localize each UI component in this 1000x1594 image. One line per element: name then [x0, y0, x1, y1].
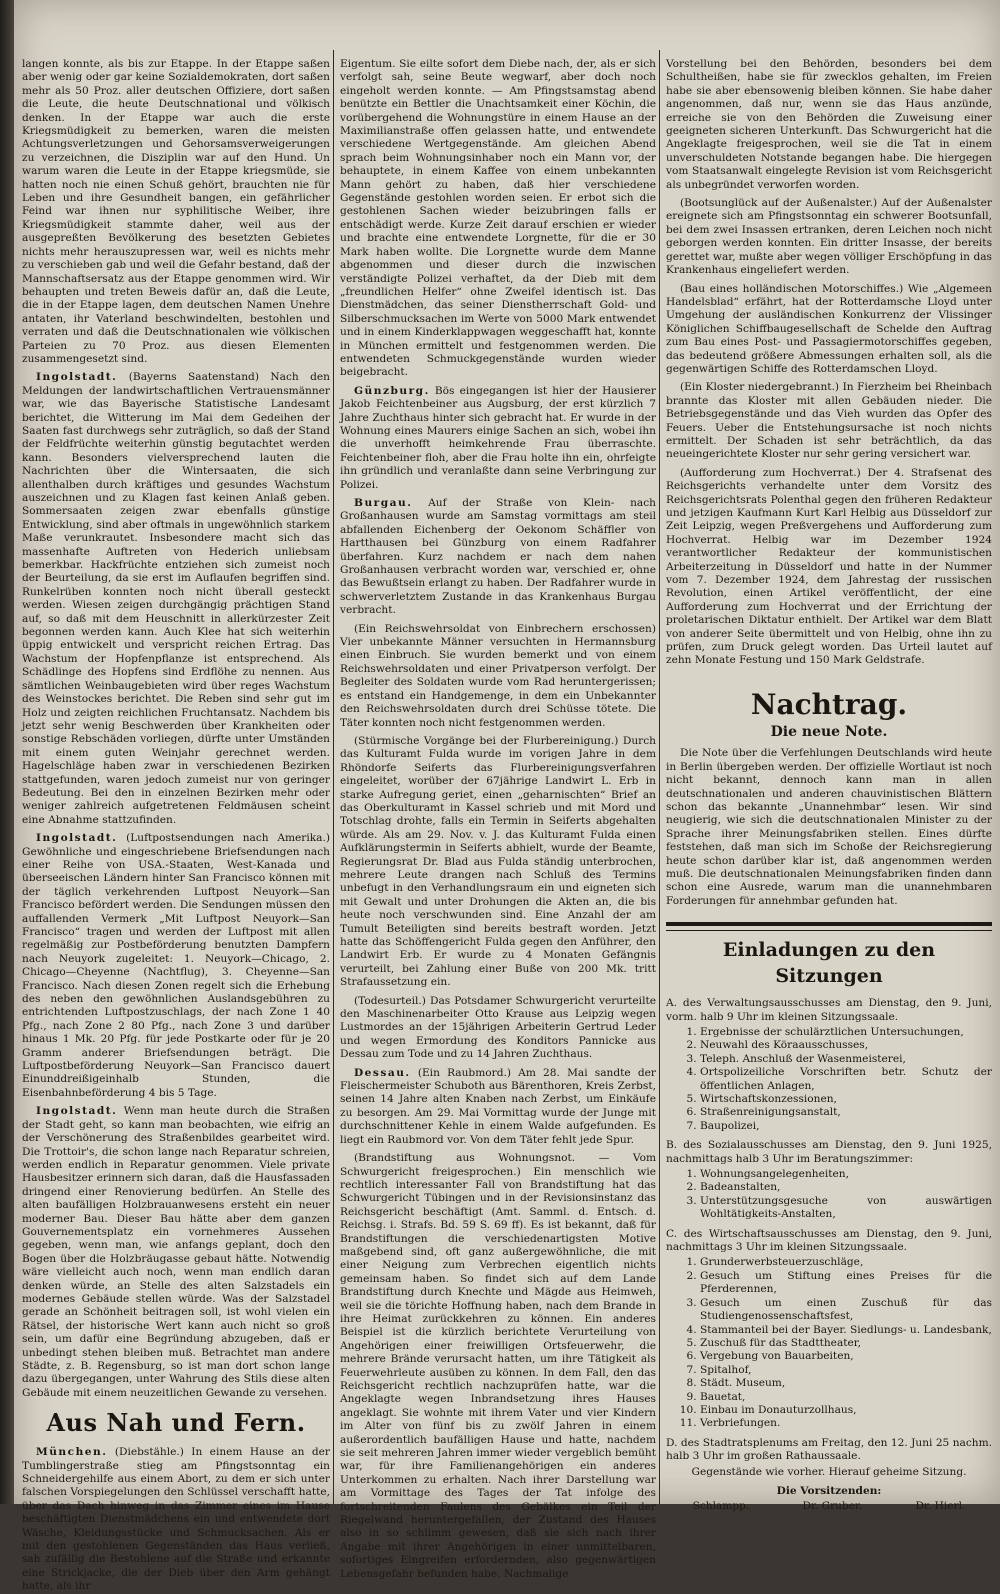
dateline: München. — [36, 1446, 108, 1459]
dateline: Ingolstadt. — [36, 832, 118, 845]
article-paragraph — [22, 1105, 330, 1400]
article-paragraph — [340, 385, 656, 492]
dateline: Ingolstadt. — [36, 1105, 118, 1118]
signatory: Dr. Gruber. — [802, 1500, 863, 1513]
signatories-title: Die Vorsitzenden: — [776, 1484, 882, 1497]
signatory: Dr. Hierl. — [915, 1500, 966, 1513]
agenda-item: 1. Grunderwerbsteuerzuschläge, — [700, 1256, 992, 1269]
article-text: Auf der Außenalster ereignete sich am Pfingstsonntag ein schwerer Bootsunfall, bei dem zwei Insassen ertranken, deren Leichen noch nicht geborgen werden konnten. Ein dritter Insasse, der bereits gerettet war, mußte aber wegen völliger Erschöpfung in das Krankenhaus eingeliefert werden. — [666, 197, 992, 277]
divider — [666, 922, 992, 926]
article-text: Vier unbekannte Männer versuchten in Hermannsburg einen Einbruch. Sie wurden bemerkt und von einem Reichswehrsoldaten und einer Privatperson verfolgt. Der Begleiter des Soldaten wurde vom Rad heruntergerissen; es entstand ein Handgemenge, in dem ein Unbekannter den Reichswehrsoldaten durch drei Schüsse tötete. Die Täter konnten noch nicht festgenommen werden. — [340, 636, 656, 729]
article-paragraph: Die Note über die Verfehlungen Deutschlands wird heute in Berlin übergeben werden. Der offizielle Wortlaut ist noch nicht bekannt, dennoch kann man in allen deutschnationalen und anderen chauvinistischen Blättern schon das bekannte „Unannehmbar“ lesen. Wir sind neugierig, wie sich die deutschnationalen Minister zu der Sprache ihrer Meinungsfabriken stellen. Eines dürfte feststehen, daß man sich im Schoße der Reichsregierung heute schon darüber klar ist, daß angenommen werden muß. Die deutschnationalen Meinungsfabriken finden dann schon eine Ausrede, warum man die unannehmbaren Forderungen für annehmbar gefunden hat. — [666, 747, 992, 907]
article-text: Ein menschlich wie rechtlich interessanter Fall von Brandstiftung hat das Schwurgericht Tübingen und in der Revisionsinstanz das Reichsgericht beschäftigt (Amt. Samml. d. Entsch. d. Reichsg. i. Strafs. Bd. 59 S. 69 ff). Es ist bekannt, daß für Brandstiftungen die verschiedenartigsten Motive maßgebend sind, oft ganz außergewöhnliche, die mit einer Neigung zum Verbrechen eigentlich nichts gemeinsam haben. So findet sich auf dem Lande Brandstiftung durch Knechte und Mägde aus Heimweh, weil sie die törichte Hoffnung haben, nach dem Brande in ihre Heimat zurückkehren zu können. Ein anderes Beispiel ist die kürzlich berichtete Verurteilung von Angehörigen einer freiwilligen Ortsfeuerwehr, die mehrere Brände verursacht hatten, um ihre Tätigkeit als Feuerwehrleute ausüben zu können. In dem Fall, den das Reichsgericht rechtlich nachzuprüfen hatte, war die Angeklagte wegen Inbrandsetzung ihres Hauses angeklagt. Sie wohnte mit ihrem Vater und vier Kindern im Alter von fünf bis zu zwölf Jahren in einem außerordentlich baufälligen Hause und hatte, nachdem sie seit mehreren Jahren immer wieder vergeblich bemüht war, für ihre Familienangehörigen ein anderes Unterkommen zu erhalten. Nach ihrer Darstellung war am Vormittage des Tages der Tat infolge des fortschreitenden Faulens des Gebälkes ein Teil der Riegelwand heruntergefallen, der Zustand des Hauses also in so schlimm gewesen, daß sie sich nach ihrer Angabe mit ihrer Angehörigen in einer unmittelbaren, sofortiges Eingreifen erfordernden, also gegenwärtigen Lebensgefahr befunden habe. Nachmalige — [340, 1165, 656, 1580]
agenda-item: 2. Gesuch um Stiftung eines Preises für die Pferderennen, — [700, 1270, 992, 1297]
page-edge — [0, 0, 14, 1504]
meeting-c-header: C. des Wirtschaftsausschusses am Dienstag, den 9. Juni, nachmittags 3 Uhr im kleinen Sitzungssaale. — [666, 1227, 992, 1254]
agenda-item: 3. Teleph. Anschluß der Wasenmeisterei, — [700, 1053, 992, 1066]
agenda-item: 5. Wirtschaftskonzessionen, — [700, 1093, 992, 1106]
signatories — [666, 1500, 992, 1513]
agenda-item: 6. Straßenreinigungsanstalt, — [700, 1106, 992, 1119]
column-3 — [666, 58, 992, 1513]
meeting-d-header: D. des Stadtratsplenums am Freitag, den 12. Juni 25 nachm. halb 3 Uhr im großen Rathaussaale. — [666, 1436, 992, 1463]
dateline: Burgau. — [354, 497, 413, 509]
article-lead: (Bau eines holländischen Motorschiffes.) — [680, 282, 904, 295]
meeting-a-header: A. des Verwaltungsausschusses am Dienstag, den 9. Juni, vorm. halb 9 Uhr im kleinen Sitzungssaale. — [666, 997, 992, 1023]
article-paragraph — [340, 995, 656, 1062]
article-text: In Fierzheim bei Rheinbach brannte das Kloster mit allen Gebäuden nieder. Die Betriebsgegenstände und das Vieh wurden das Opfer des Feuers. Ueber die Entstehungsursache ist noch nichts ermittelt. Der Schaden ist sehr beträchtlich, da das neueingerichtete Kloster nur sehr gering versichert war. — [666, 381, 992, 461]
article-paragraph — [340, 1067, 656, 1147]
article-text: Wie „Algemeen Handelsblad“ erfährt, hat der Rotterdamsche Lloyd unter Umgehung der ausländischen Konkurrenz der Vlissinger Königlichen Schiffbaugesellschaft de Schelde den Auftrag zum Bau eines Post- und Passagiermotorschiffes gegeben, das bedeutend größere Abmessungen erhalten soll, als die gegenwärtigen Schiffe des Rotterdamschen Lloyd. — [666, 282, 992, 375]
article-paragraph: Eigentum. Sie eilte sofort dem Diebe nach, der, als er sich verfolgt sah, seine Beute wegwarf, aber doch noch eingeholt werden konnte. — Am Pfingstsamstag abend benützte ein Bettler die Unachtsamkeit einer Köchin, die vorübergehend die Wohnungstüre in einem Hause an der Maximilianstraße offen gelassen hatte, und entwendete verschiedene Wertgegenstände. Am gleichen Abend sprach beim Wohnungsinhaber noch ein Mann vor, der behauptete, in einem Kaffee von einem unbekannten Mann gehört zu haben, daß hier verschiedene Gegenstände gestohlen worden seien. Er erbot sich die gestohlenen Sachen wieder beizubringen falls er entschädigt werde. Kurze Zeit darauf erschien er wieder und brachte eine entwendete Lorgnette, für die er 30 Mark haben wollte. Die Lorgnette wurde dem Manne abgenommen und dieser durch die inzwischen verständigte Polizei verhaftet, da der Dieb mit dem „freundlichen Helfer“ ohne Zweifel identisch ist. Das Dienstmädchen, das seiner Dienstherrschaft Gold- und Silberschmucksachen im Werte von 5000 Mark entwendet und in einem Kinderklappwagen weggeschafft hat, konnte in München ermittelt und festgenommen werden. Die entwendeten Schmuckgegenstände wurden wieder beigebracht. — [340, 58, 656, 379]
article-paragraph — [340, 497, 656, 618]
agenda-item: 3. Gesuch um einen Zuschuß für das Studiengenossenschaftsfest, — [700, 1297, 992, 1324]
agenda-item: 8. Städt. Museum, — [700, 1377, 992, 1390]
meeting-c-agenda — [666, 1256, 992, 1430]
article-text: Wenn man heute durch die Straßen der Stadt geht, so kann man beobachten, wie eifrig an der Verschönerung des Straßenbildes gearbeitet wird. Die Trottoir's, die schon lange nach Reparatur schreien, werden endlich in Reparatur genommen. Viele private Hausbesitzer erinnern sich daran, daß die Hausfassaden dringend einer Renovierung bedürfen. An Stelle des alten baufälligen Holzbrauanwesens ersteht ein neuer moderner Bau. Dieser Bau hätte aber dem ganzen Gouvernementsplatz ein vornehmeres Aussehen gegeben, wenn man, wie anfangs geplant, doch den Bogen über die Holzbräugasse gebaut hätte. Notwendig wäre vielleicht auch noch, wenn man endlich daran denken würde, an Stelle des alten Salzstadels ein modernes Gebäude stellen würde. Was der Salzstadel gerade an Schönheit beitragen soll, ist wohl vielen ein Rätsel, der historische Wert kann auch nicht so groß sein, um dafür eine Begründung abzugeben, daß er unbedingt stehen bleiben muß. Betrachtet man andere Städte, z. B. Regensburg, so ist man dort schon lange dazu übergegangen, unter Wahrung des Stils diese alten Gebäude mit einem neuzeitlichen Gewande zu versehen. — [22, 1105, 330, 1399]
column-rule — [333, 50, 334, 1504]
article-lead: (Bootsunglück auf der Außenalster.) — [680, 197, 878, 210]
section-heading: Aus Nah und Fern. — [46, 1408, 306, 1438]
agenda-item: 9. Bauetat, — [700, 1391, 992, 1404]
article-text: Bös eingegangen ist hier der Hausierer Jakob Feichtenbeiner aus Augsburg, der erst kürzlich 7 Jahre Zuchthaus hinter sich gebracht hat. Er wurde in der Wohnung eines Maurers einige Sachen an sich, wobei ihn die unverhofft heimkehrende Frau überraschte. Feichtenbeiner floh, aber die Frau holte ihn ein, ohrfeigte ihn gründlich und veranlaßte dann seine Verbringung zur Polizei. — [340, 384, 656, 491]
meeting-b-agenda — [666, 1168, 992, 1222]
article-paragraph — [22, 832, 330, 1100]
article-paragraph: langen konnte, als bis zur Etappe. In der Etappe saßen aber wenig oder gar keine Sozialdemokraten, dort saßen mehr als 50 Proz. aller deutschen Offiziere, dort saßen die Leute, die heute Deutschnational und völkisch denken. In der Etappe war auch die erste Kriegsmüdigkeit zu bemerken, waren die meisten Achtungsverletzungen und Gehorsamsverweigerungen zu verzeichnen, die Disziplin war auf den Hund. Un warum waren die Leute in der Etappe kriegsmüde, sie hatten noch nie einen Schuß gehört, brauchten nie für Leben und ihre Gesundheit bangen, ein gefährlicher Feind war ihnen nur syphilitische Weiber, ihre Kriegsmüdigkeit stammte daher, weil aus der ausgepreßten Bevölkerung des besetzten Gebietes nichts mehr herauszupressen war, weil es nichts mehr zu verschieben gab und weil die Gefahr bestand, daß der Mannschaftsersatz aus der Etappe genommen wird. Wir behaupten und treten Beweis dafür an, daß die Leute, die in der Etappe lagen, dem deutschen Namen Unehre antaten, ihr Vaterland beschwindelten, bestohlen und verraten und daß die Deutschnationalen wie völkischen Parteien zu 70 Proz. aus diesen Elementen zusammengesetzt sind. — [22, 58, 330, 365]
article-paragraph — [340, 623, 656, 730]
agenda-item: 2. Badeanstalten, — [700, 1181, 992, 1194]
column-rule — [659, 50, 660, 1504]
agenda-item: 3. Unterstützungsgesuche von auswärtigen Wohltätigkeits-Anstalten, — [700, 1195, 992, 1222]
article-text: (Diebstähle.) In einem Hause an der Tumblingerstraße stieg am Pfingstsonntag ein Schneidergehilfe aus einem Abort, zu dem er sich unter falschen Vorspiegelungen den Schlüssel verschafft hatte, über das Dach hinweg in das Zimmer eines im Hause beschäftigten Dienstmädchens ein und entwendete dort Wäsche, Kleidungsstücke und Schmucksachen. Als er mit den gestohlenen Gegenständen das Haus verließ, sah zufällig die Bestohlene auf die Straße und erkannte eine Strickjacke, die der Dieb über den Arm gehängt hatte, als ihr — [22, 1446, 330, 1593]
article-text: (Luftpostsendungen nach Amerika.) Gewöhnliche und eingeschriebene Briefsendungen nach einer Reihe von USA.-Staaten, West-Kanada und überseeischen Ländern hinter San Francisco können mit der täglich verkehrenden Luftpost Neuyork—San Francisco befördert werden. Die Sendungen müssen den auffallenden Vermerk „Mit Luftpost Neuyork—San Francisco“ tragen und werden der Luftpost mit allen regelmäßig zur Postbeförderung benutzten Dampfern nach Neuyork zugeleitet: 1. Neuyork—Chicago, 2. Chicago—Cheyenne (Nachtflug), 3. Cheyenne—San Francisco. Nach diesen Zonen regelt sich die Erhebung des neben den gewöhnlichen Auslandsgebühren zu entrichtenden Luftpostzuschlags, der nach Zone 1 40 Pfg., nach Zone 2 80 Pfg., nach Zone 3 und darüber hinaus 1 Mk. 20 Pfg. für jede Postkarte oder für je 20 Gramm anderer Briefsendungen beträgt. Die Luftpostbeförderung Neuyork—San Francisco dauert Einunddreißigeinhalb Stunden, die Eisenbahnbeförderung 4 bis 5 Tage. — [22, 832, 330, 1099]
article-paragraph — [666, 381, 992, 461]
column-2 — [340, 58, 656, 1580]
agenda-item: 2. Neuwahl des Köraausschusses, — [700, 1039, 992, 1052]
article-paragraph — [666, 197, 992, 277]
agenda-item: 4. Stammanteil bei der Bayer. Siedlungs- u. Landesbank, — [700, 1324, 992, 1337]
agenda-item: 4. Ortspolizeiliche Vorschriften betr. Schutz der öffentlichen Anlagen, — [700, 1066, 992, 1093]
agenda-item: 7. Baupolizei, — [700, 1120, 992, 1133]
article-paragraph: Vorstellung bei den Behörden, besonders bei dem Schultheißen, habe sie für zwecklos gehalten, im Freien habe sie aber ebensowenig bleiben können. Sie habe daher angenommen, daß nur, wenn sie das Haus anzünde, erreiche sie von den Behörden die Zuweisung einer geeigneten sicheren Unterkunft. Das Schwurgericht hat die Angeklagte freigesprochen, weil sie die Tat in einem unverschuldeten Notstande begangen habe. Die hiergegen vom Staatsanwalt eingelegte Revision ist vom Reichsgericht als unbegründet verworfen worden. — [666, 58, 992, 191]
agenda-item: 7. Spitalhof, — [700, 1364, 992, 1377]
article-lead: (Stürmische Vorgänge bei der Flurbereinigung.) — [354, 734, 619, 747]
dateline: Dessau. — [354, 1066, 411, 1079]
divider — [666, 930, 992, 931]
article-text: (Ein Raubmord.) Am 28. Mai sandte der Fleischermeister Schuboth aus Bärenthoren, Kreis Zerbst, seinen 14 Jahre alten Knaben nach Zerbst, um Einkäufe zu besorgen. Am 29. Mai Vormittag wurde der Junge mit durchschnittener Kehle in einem Walde aufgefunden. Es liegt ein Raubmord vor. Von dem Täter fehlt jede Spur. — [340, 1066, 656, 1146]
nachtrag-heading: Nachtrag. — [750, 687, 908, 721]
article-lead: (Ein Reichswehrsoldat von Einbrechern erschossen) — [354, 622, 656, 635]
agenda-item: 10. Einbau im Donauturzollhaus, — [700, 1404, 992, 1417]
agenda-item: 1. Wohnungsangelegenheiten, — [700, 1168, 992, 1181]
article-lead: (Brandstiftung aus Wohnungsnot. — Vom Schwurgericht freigesprochen.) — [340, 1152, 656, 1178]
signatory: Schlampp. — [692, 1500, 750, 1513]
article-lead: (Todesurteil.) — [354, 994, 426, 1007]
article-text: Das Potsdamer Schwurgericht verurteilte den Maschinenarbeiter Otto Krause aus Leipzig wegen Lustmordes an der 15jährigen Arbeiterin Gertrud Leder und wegen Ermordung des Konditors Pannicke aus Dessau zum Tode und zu 14 Jahren Zuchthaus. — [340, 994, 656, 1061]
article-paragraph — [22, 371, 330, 827]
dateline: Ingolstadt. — [36, 371, 118, 384]
meetings-title: Einladungen zu den Sitzungen — [722, 939, 936, 988]
article-text: Durch das Kulturamt Fulda wurde im vorigen Jahre in dem Rhöndorfe Seiferts das Flurbereinigungsverfahren eingeleitet, worüber der 67jährige Landwirt L. Erb in starke Aufregung geriet, einen „geharnischten“ Brief an das Oberkulturamt in Kassel schrieb und mit Mord und Totschlag drohte, falls ein Termin in Seiferts abgehalten würde. Als am 29. Nov. v. J. das Kulturamt Fulda einen Aufklärungstermin in Seiferts abhielt, wurde der Beamte, Regierungsrat Dr. Blad aus Fulda ständig unterbrochen, mehrere Leute drangen nach Schluß des Termins unbefugt in den Verhandlungsraum ein und eigneten sich mit Gewalt und unter Drohungen die Akten an, die bis heute noch verschwunden sind. Eine Anzahl der am Tumult Beteiligten sind bereits bestraft worden. Jetzt hatte das Schöffengericht Fulda gegen den Anführer, den Landwirt Erb. Er wurde zu 4 Monaten Gefängnis verurteilt, bei Zahlung einer Buße von 200 Mk. tritt Strafaussetzung ein. — [340, 734, 656, 989]
article-text: Der 4. Strafsenat des Reichsgerichts verhandelte unter dem Vorsitz des Reichsgerichtsrats Polenthal gegen den früheren Redakteur und jetzigen Kaufmann Kurt Karl Helbig aus Düsseldorf zur Zeit Leipzig, wegen Preßvergehens und Aufforderung zum Hochverrat. Helbig war im Dezember 1924 verantwortlicher Redakteur der kommunistischen Arbeiterzeitung in Düsseldorf und hatte in der Nummer vom 7. Dezember 1924, dem Jahrestag der russischen Revolution, einen Artikel veröffentlicht, der eine Aufforderung zum Hochverrat und der Errichtung der proletarischen Diktatur enthielt. Der Artikel war dem Blatt von anderer Seite übermittelt und von Helbig, ohne ihn zu prüfen, zum Druck gelegt worden. Das Urteil lautet auf zehn Monate Festung und 150 Mark Geldstrafe. — [666, 466, 992, 667]
meeting-b-header: B. des Sozialausschusses am Dienstag, den 9. Juni 1925, nachmittags halb 3 Uhr im Beratungszimmer: — [666, 1139, 992, 1165]
article-paragraph — [340, 735, 656, 990]
article-paragraph — [22, 1446, 330, 1593]
agenda-item: 11. Verbriefungen. — [700, 1417, 992, 1430]
meeting-d-note: Gegenstände wie vorher. Hierauf geheime Sitzung. — [691, 1465, 967, 1478]
article-paragraph — [666, 467, 992, 668]
article-lead: (Aufforderung zum Hochverrat.) — [680, 466, 861, 479]
article-paragraph — [666, 283, 992, 377]
article-text: Auf der Straße von Klein- nach Großanhausen wurde am Samstag vormittags am steil abfallenden Eichenberg der Oekonom Schäffler von Hartthausen bei Günzburg von einem Radfahrer überfahren. Kurz nachdem er nach dem nahen Großanhausen verbracht worden war, verschied er, ohne das Bewußtsein erlangt zu haben. Der Radfahrer wurde in schwerverletztem Zustande in das Krankenhaus Burgau verbracht. — [340, 497, 656, 617]
dateline: Günzburg. — [354, 384, 430, 397]
meeting-a-agenda — [666, 1026, 992, 1133]
column-1 — [22, 58, 330, 1593]
article-lead: (Ein Kloster niedergebrannt.) — [680, 381, 840, 394]
agenda-item: 5. Zuschuß für das Stadttheater, — [700, 1337, 992, 1350]
article-paragraph — [340, 1152, 656, 1581]
agenda-item: 1. Ergebnisse der schulärztlichen Untersuchungen, — [700, 1026, 992, 1039]
nachtrag-subheading: Die neue Note. — [770, 723, 888, 740]
agenda-item: 6. Vergebung von Bauarbeiten, — [700, 1350, 992, 1363]
newspaper-page — [14, 0, 1000, 1593]
article-text: (Bayerns Saatenstand) Nach den Meldungen der landwirtschaftlichen Vertrauensmänner war, wie das Bayerische Statistische Landesamt berichtet, die Witterung im Mai dem Gedeihen der Saaten fast durchwegs sehr zuträglich, so daß der Stand der Feldfrüchte weiterhin günstig begutachtet werden kann. Besonders vielversprechend lauten die Nachrichten über die Wintersaaten, die sich allenthalben durch kräftiges und gesundes Wachstum auszeichnen und zu Klagen fast keinen Anlaß geben. Sommersaaten zeigen zwar ebenfalls günstige Entwicklung, sind aber oftmals in ungewöhnlich starkem Maße verunkrautet. Insbesondere macht sich das massenhafte Auftreten von Hederich unliebsam bemerkbar. Hackfrüchte entziehen sich zumeist noch der Beurteilung, da sie erst im Auflaufen begriffen sind. Runkelrüben konnten noch nicht überall gesteckt werden. Wiesen zeigen durchgängig prächtigen Stand auf, so daß mit dem Heuschnitt in allerkürzester Zeit begonnen werden kann. Auch Klee hat sich weiterhin üppig entwickelt und verspricht reichen Ertrag. Das Wachstum der Hopfenpflanze ist entsprechend. Als Schädlinge des Hopfens sind Erdflöhe zu nennen. Aus sämtlichen Weinbaugebieten wird über reges Wachstum des Weinstockes berichtet. Die Reben sind sehr gut im Holz und zeigten reichlichen Fruchtansatz. Nachdem bis jetzt sehr wenig Beschwerden über Krankheiten oder sonstige Rebschäden vorliegen, dürfte unter Umständen mit einem guten Weinjahr gerechnet werden. Hagelschläge haben zwar in verschiedenen Bezirken stattgefunden, waren jedoch zumeist nur von geringer Bedeutung. Bei den in einzelnen Bezirken mehr oder weniger zahlreich aufgetretenen Feldmäusen scheint eine Abnahme stattzufinden. — [22, 371, 330, 826]
